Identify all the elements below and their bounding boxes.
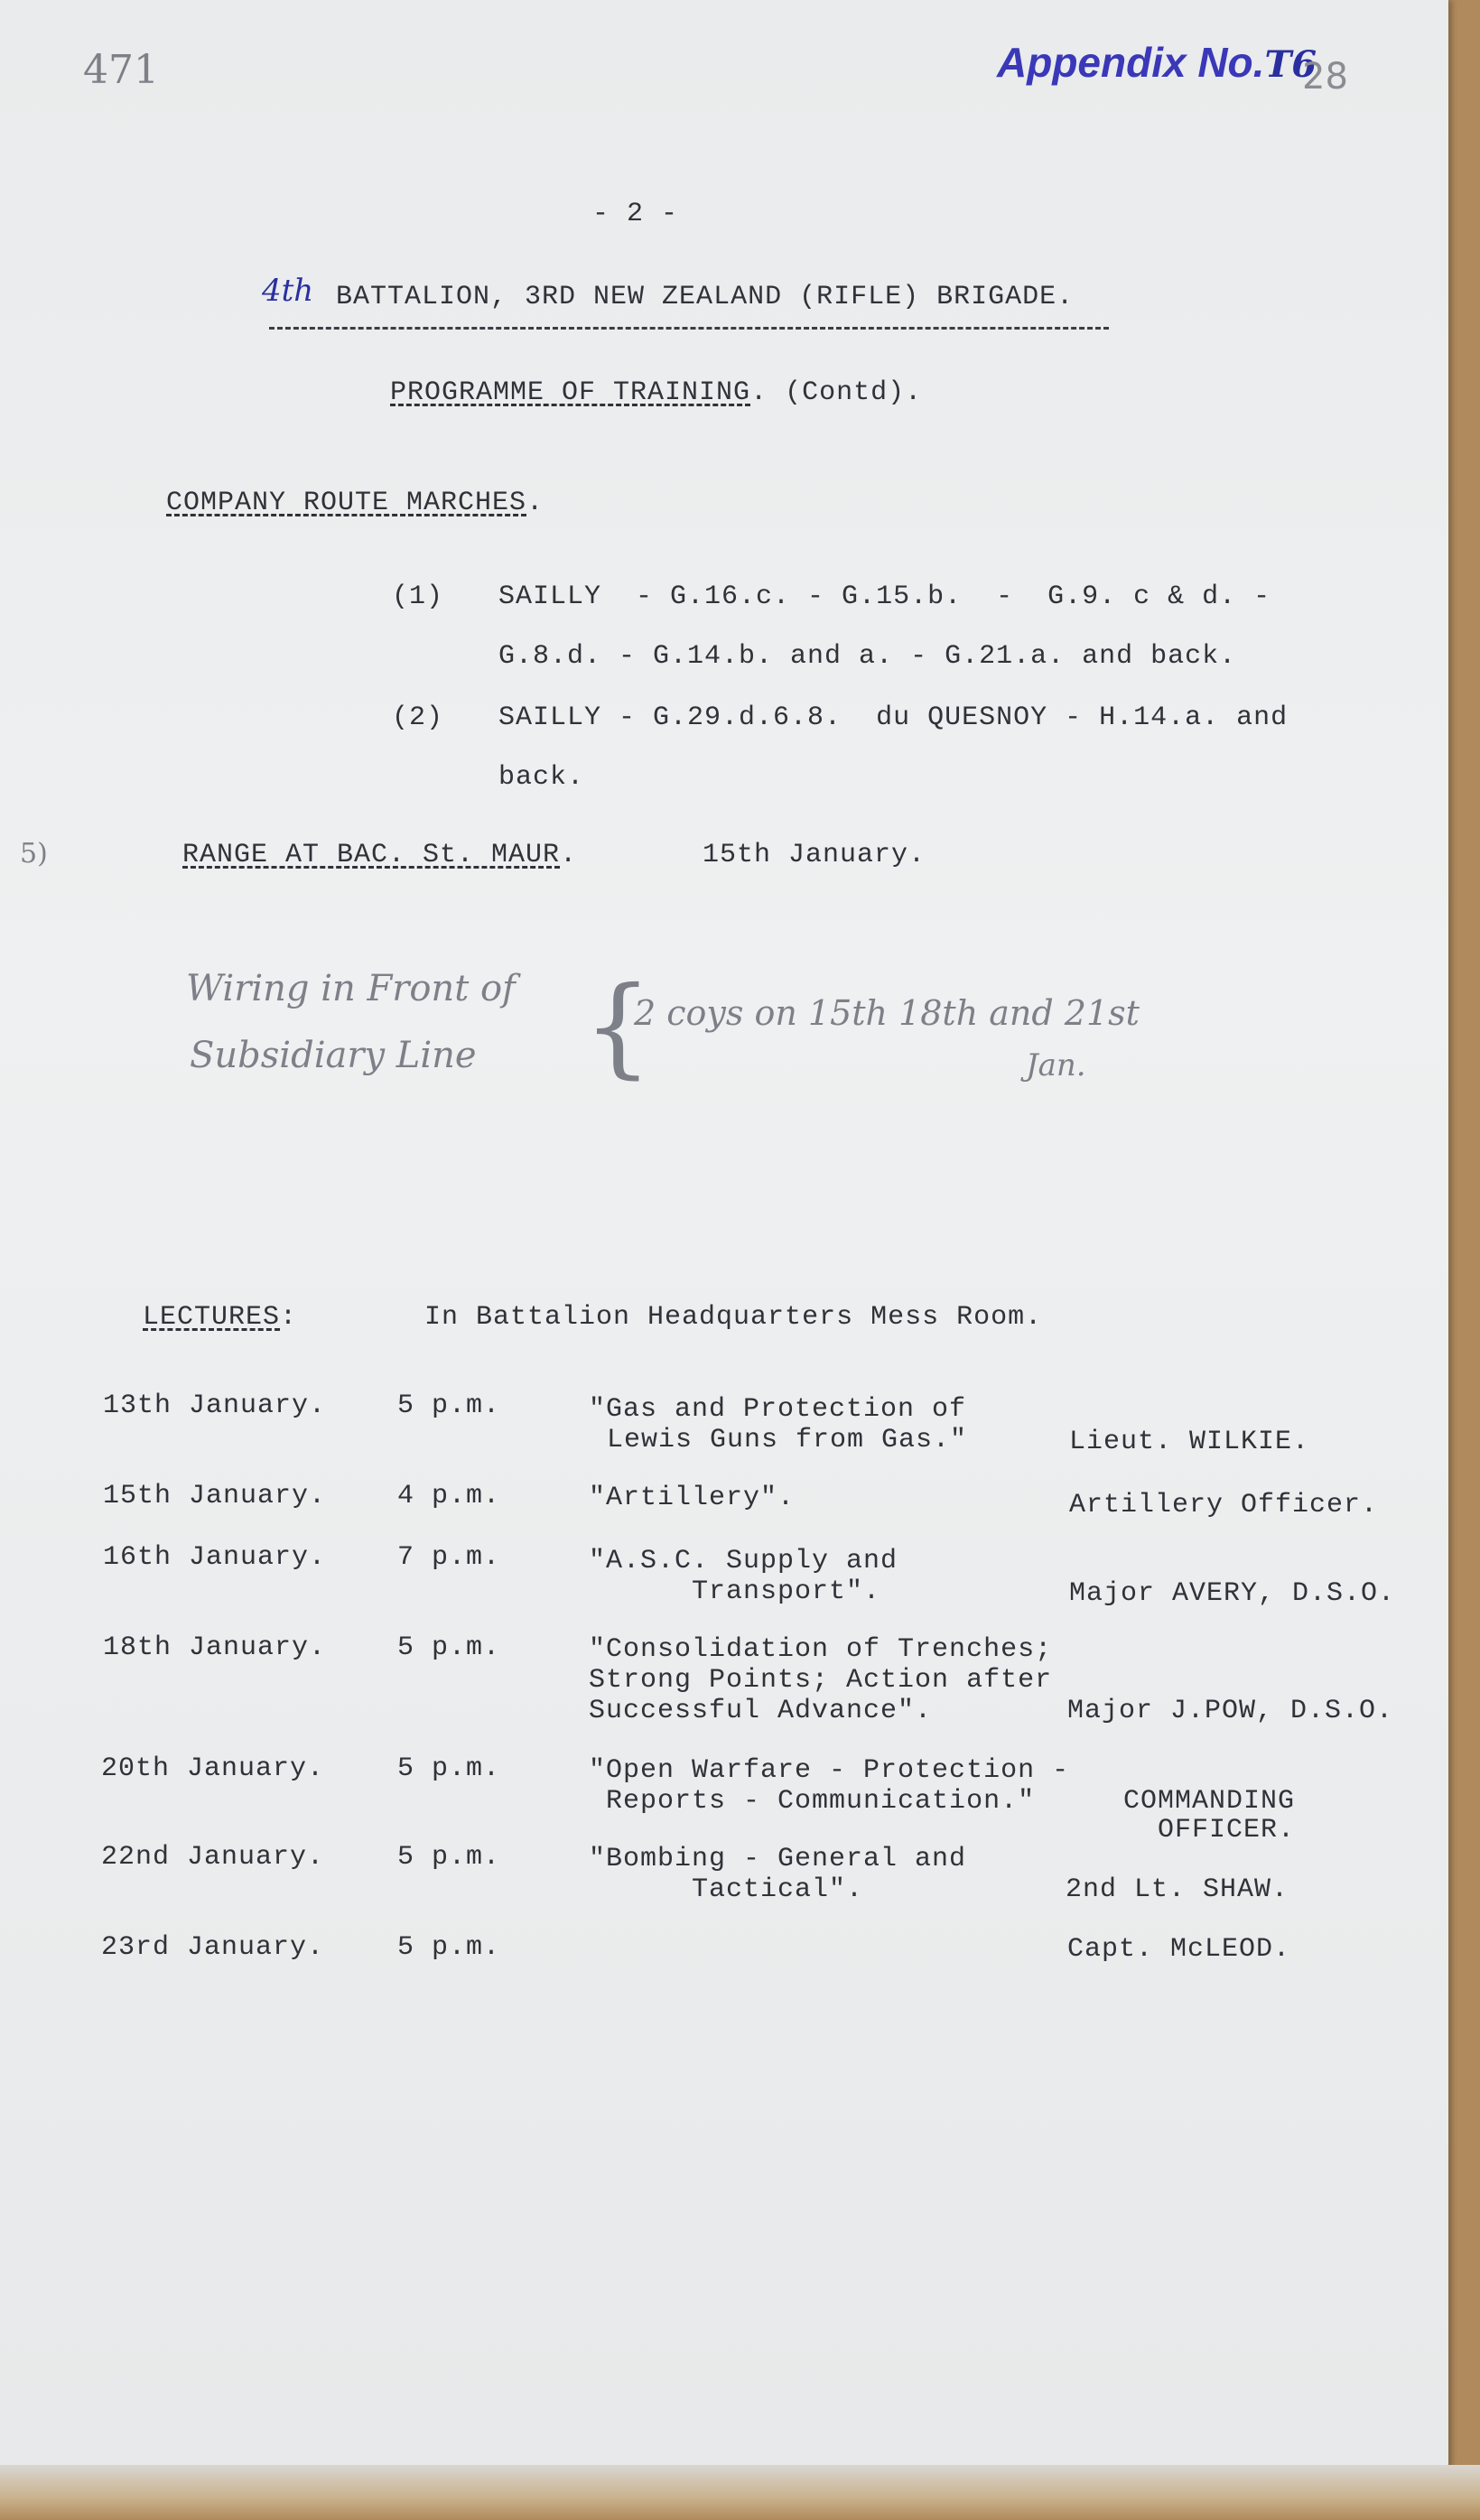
lecture-time: 4 p.m.: [397, 1481, 501, 1511]
document-subtitle: [390, 377, 922, 408]
lecture-time: 5 p.m.: [397, 1390, 501, 1421]
lectures-heading: [143, 1302, 297, 1333]
route-item-number: (1): [392, 581, 444, 612]
lecture-date: 20th January.: [101, 1753, 325, 1784]
lecture-topic: Tactical".: [589, 1874, 864, 1905]
lecture-date: 15th January.: [103, 1481, 327, 1511]
lecture-topic: "Gas and Protection of: [589, 1394, 967, 1425]
lecture-speaker: 2nd Lt. SHAW.: [1066, 1874, 1289, 1905]
margin-mark: 5): [20, 838, 48, 869]
lecture-date: 13th January.: [103, 1390, 327, 1421]
lecture-time: 5 p.m.: [397, 1932, 501, 1963]
lecture-time: 5 p.m.: [397, 1842, 501, 1873]
title-underline: [269, 327, 1109, 330]
lecture-topic: Lewis Guns from Gas.": [607, 1425, 968, 1455]
lecture-speaker: Major AVERY, D.S.O.: [1069, 1578, 1396, 1609]
page-stamp-number: 28: [1302, 56, 1348, 98]
pencil-note-line: Wiring in Front of: [186, 968, 516, 1009]
lecture-speaker: Capt. McLEOD.: [1067, 1934, 1291, 1965]
lecture-speaker: Artillery Officer.: [1069, 1490, 1379, 1520]
lectures-location: In Battalion Headquarters Mess Room.: [424, 1302, 1043, 1333]
lecture-time: 5 p.m.: [397, 1632, 501, 1663]
subtitle-suffix: . (Contd).: [750, 377, 923, 408]
pencil-note-line: 2 coys on 15th 18th and 21st: [634, 993, 1140, 1033]
lecture-speaker: OFFICER.: [1123, 1815, 1296, 1846]
pencil-note-line: Subsidiary Line: [190, 1035, 477, 1076]
appendix-stamp: [997, 38, 1317, 87]
pencil-brace: {: [583, 964, 653, 1090]
lecture-speaker: Major J.POW, D.S.O.: [1067, 1696, 1394, 1726]
route-item-line: SAILLY - G.16.c. - G.15.b. - G.9. c & d. -: [498, 581, 1271, 612]
appendix-number: T6: [1264, 43, 1317, 86]
subtitle-text: PROGRAMME OF TRAINING: [390, 377, 751, 408]
page-number: - 2 -: [592, 199, 679, 229]
range-heading: [182, 840, 577, 870]
lecture-topic: Reports - Communication.": [589, 1786, 1036, 1817]
lecture-speaker: Lieut. WILKIE.: [1069, 1427, 1310, 1457]
lecture-topic: "A.S.C. Supply and: [589, 1546, 898, 1576]
lecture-topic: Successful Advance".: [589, 1696, 933, 1726]
lecture-speaker: COMMANDING: [1123, 1786, 1296, 1817]
folio-number: 471: [83, 47, 159, 93]
lecture-time: 5 p.m.: [397, 1753, 501, 1784]
lecture-date: 22nd January.: [101, 1842, 325, 1873]
range-heading-suffix: .: [560, 840, 578, 870]
lecture-topic: "Consolidation of Trenches;: [589, 1634, 1053, 1665]
lecture-topic: "Artillery".: [589, 1483, 796, 1513]
pencil-note-line: Jan.: [1026, 1047, 1086, 1083]
route-item-line: G.8.d. - G.14.b. and a. - G.21.a. and back.: [498, 641, 1237, 672]
lecture-date: 18th January.: [103, 1632, 327, 1663]
route-item-line: back.: [498, 762, 585, 793]
route-item-number: (2): [392, 702, 444, 733]
lecture-topic: Strong Points; Action after: [589, 1665, 1053, 1696]
desk-surface: [0, 2465, 1480, 2520]
route-marches-heading-text: COMPANY ROUTE MARCHES: [166, 488, 527, 518]
lectures-heading-text: LECTURES: [143, 1302, 281, 1333]
route-marches-heading-suffix: .: [526, 488, 545, 518]
document-title: BATTALION, 3RD NEW ZEALAND (RIFLE) BRIGADE.: [336, 282, 1075, 312]
handwritten-battalion-number: 4th: [262, 273, 314, 309]
lecture-time: 7 p.m.: [397, 1542, 501, 1573]
lecture-date: 16th January.: [103, 1542, 327, 1573]
range-date: 15th January.: [703, 840, 926, 870]
lecture-date: 23rd January.: [101, 1932, 325, 1963]
appendix-label: Appendix No.: [997, 39, 1265, 86]
lecture-topic: "Bombing - General and: [589, 1844, 967, 1874]
route-marches-heading: [166, 488, 544, 518]
lectures-heading-suffix: :: [280, 1302, 298, 1333]
lecture-topic: Transport".: [589, 1576, 881, 1607]
lecture-topic: "Open Warfare - Protection -: [589, 1755, 1070, 1786]
range-heading-text: RANGE AT BAC. St. MAUR: [182, 840, 561, 870]
route-item-line: SAILLY - G.29.d.6.8. du QUESNOY - H.14.a. and: [498, 702, 1289, 733]
